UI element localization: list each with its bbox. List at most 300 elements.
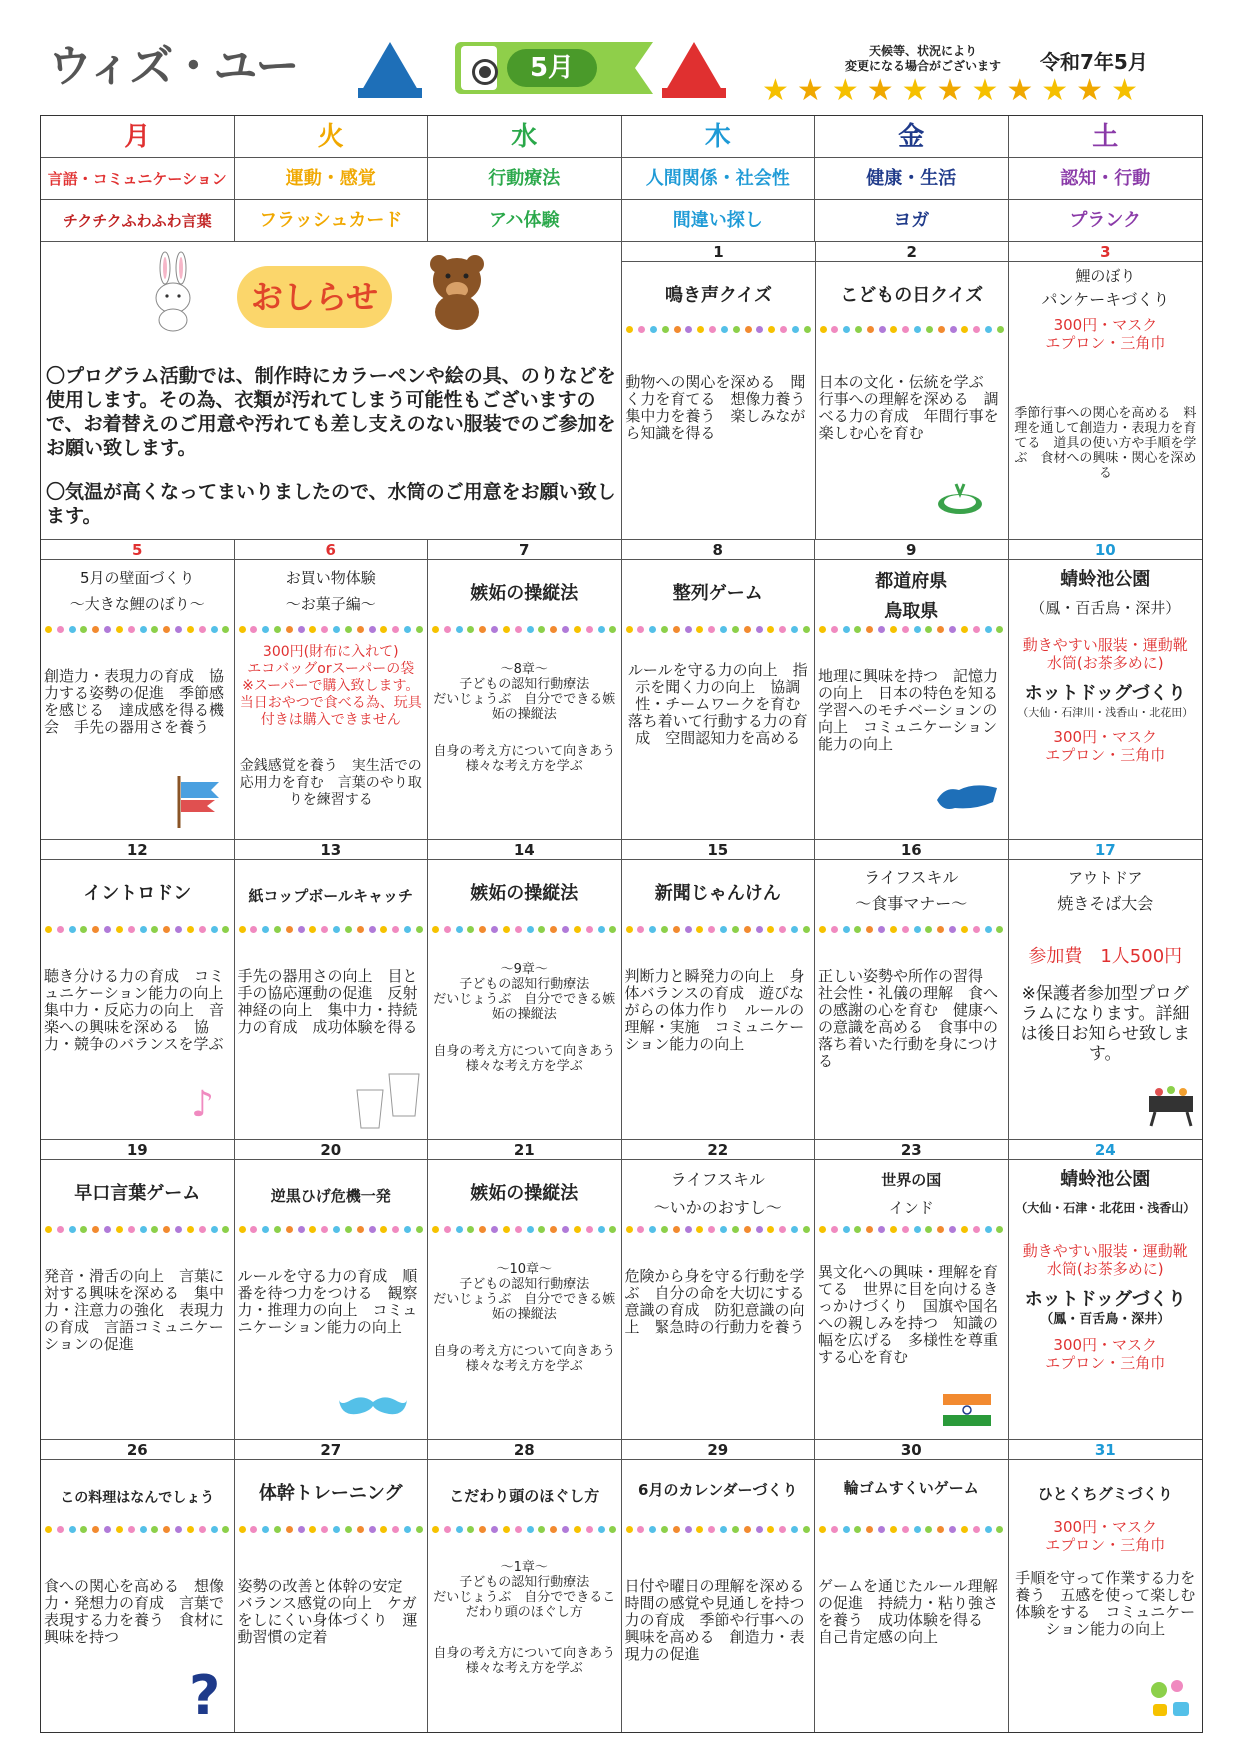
divider-dot bbox=[128, 1526, 135, 1533]
chapter-sub: だいじょうぶ 自分でできる嫉妬の操縦法 bbox=[433, 692, 616, 722]
day-number: 1 bbox=[622, 242, 814, 262]
divider-dot bbox=[239, 1226, 246, 1233]
logo: ウィズ・ユー bbox=[48, 41, 298, 92]
divider-dot bbox=[163, 926, 170, 933]
divider-dot bbox=[456, 1526, 463, 1533]
day-number: 15 bbox=[622, 840, 815, 860]
divider-dot bbox=[69, 926, 76, 933]
divider-dot bbox=[404, 1226, 411, 1233]
divider-dot bbox=[586, 926, 593, 933]
divider-dot bbox=[673, 926, 680, 933]
divider-dot bbox=[638, 326, 645, 333]
weekday-fri: 金 bbox=[815, 116, 1009, 157]
day-number: 12 bbox=[41, 840, 234, 860]
divider-dot bbox=[562, 1226, 569, 1233]
activity-description: 自身の考え方について向きあう 様々な考え方を学ぶ bbox=[433, 744, 629, 774]
day-cell-15 bbox=[622, 840, 816, 1139]
divider-dot bbox=[80, 1526, 87, 1533]
activity-description: 日本の文化・伝統を学ぶ 行事への理解を深める 調べる力の育成 年間行事を楽しむ心を育む bbox=[818, 373, 999, 442]
divider-dot bbox=[211, 926, 218, 933]
day-number: 27 bbox=[235, 1440, 428, 1460]
divider-dot bbox=[878, 1526, 885, 1533]
divider-dot bbox=[140, 926, 147, 933]
day-number: 16 bbox=[815, 840, 1008, 860]
activity-title-3: ホットドッグづくり bbox=[1024, 1289, 1186, 1310]
divider-dot bbox=[890, 1226, 897, 1233]
divider-dot bbox=[650, 326, 657, 333]
divider-dot bbox=[961, 926, 968, 933]
divider-dot bbox=[767, 626, 774, 633]
divider-dot bbox=[187, 1226, 194, 1233]
activity-title: この料理はなんでしょう bbox=[60, 1490, 215, 1506]
koinobori-tail bbox=[635, 42, 653, 94]
mustache-icon bbox=[339, 1394, 407, 1418]
divider-dot bbox=[803, 1526, 810, 1533]
dot-divider bbox=[432, 1524, 617, 1534]
divider-dot bbox=[239, 926, 246, 933]
bbq-grill-icon bbox=[1145, 1076, 1197, 1128]
divider-dot bbox=[937, 626, 944, 633]
activity-description: ルールを守る力の向上 指示を聞く力の向上 協調性・チームワークを育む 落ち着いて行動する力の育成 空間認知力を高める bbox=[627, 661, 816, 747]
weekday-header-row bbox=[41, 116, 1202, 158]
divider-dot bbox=[550, 626, 557, 633]
divider-dot bbox=[503, 626, 510, 633]
divider-dot bbox=[949, 1226, 956, 1233]
divider-dot bbox=[866, 1226, 873, 1233]
divider-dot bbox=[720, 1526, 727, 1533]
chapter-sub: 子どもの認知行動療法 bbox=[459, 1575, 590, 1590]
divider-dot bbox=[479, 926, 486, 933]
chapter: ～8章～ bbox=[500, 662, 548, 677]
activity-title: 鳴き声クイズ bbox=[665, 285, 772, 306]
divider-dot bbox=[926, 326, 933, 333]
activity-description: 創造力・表現力の育成 協力する姿勢の促進 季節感を感じる 達成感を得る機会 手先の器用さを養う bbox=[44, 667, 225, 736]
divider-dot bbox=[961, 1226, 968, 1233]
divider-dot bbox=[831, 326, 838, 333]
divider-dot bbox=[175, 1226, 182, 1233]
divider-dot bbox=[104, 626, 111, 633]
divider-dot bbox=[211, 1526, 218, 1533]
divider-dot bbox=[937, 1226, 944, 1233]
chapter-info bbox=[431, 662, 618, 722]
category-mon: 言語・コミュニケーション bbox=[41, 158, 235, 199]
day-number: 31 bbox=[1009, 1440, 1203, 1460]
activity-title-2: ～お菓子編～ bbox=[285, 595, 376, 613]
divider-dot bbox=[925, 1226, 932, 1233]
activity-description: 自身の考え方について向きあう 様々な考え方を学ぶ bbox=[433, 1646, 629, 1676]
divider-dot bbox=[538, 1526, 545, 1533]
item-note: 300円・マスク bbox=[1053, 1518, 1158, 1536]
divider-dot bbox=[80, 626, 87, 633]
activity-title: 早口言葉ゲーム bbox=[74, 1183, 201, 1204]
kashiwa-mochi-icon bbox=[936, 480, 984, 516]
day-number: 17 bbox=[1009, 840, 1203, 860]
divider-dot bbox=[274, 1226, 281, 1233]
item-note-4: エプロン・三角巾 bbox=[1045, 1354, 1166, 1372]
divider-dot bbox=[756, 1226, 763, 1233]
divider-dot bbox=[175, 926, 182, 933]
dot-divider bbox=[432, 1224, 617, 1234]
dot-divider bbox=[626, 624, 811, 634]
divider-dot bbox=[780, 326, 787, 333]
divider-dot bbox=[262, 626, 269, 633]
divider-dot bbox=[902, 1526, 909, 1533]
divider-dot bbox=[854, 1526, 861, 1533]
divider-dot bbox=[973, 326, 980, 333]
divider-dot bbox=[45, 1526, 52, 1533]
day-cell-1 bbox=[622, 242, 821, 539]
weekday-thu: 木 bbox=[622, 116, 816, 157]
day-cell-30 bbox=[815, 1440, 1009, 1732]
note-line: ※スーパーで購入致します。 bbox=[242, 678, 420, 694]
divider-dot bbox=[550, 1226, 557, 1233]
divider-dot bbox=[756, 1526, 763, 1533]
divider-dot bbox=[721, 326, 728, 333]
divider-dot bbox=[961, 1526, 968, 1533]
divider-dot bbox=[996, 926, 1003, 933]
dot-divider bbox=[626, 1524, 811, 1534]
divider-dot bbox=[562, 626, 569, 633]
divider-dot bbox=[973, 926, 980, 933]
dot-divider bbox=[626, 1224, 811, 1234]
tottori-map-icon bbox=[935, 780, 999, 814]
divider-dot bbox=[128, 1226, 135, 1233]
activity-title: ライフスキル bbox=[864, 868, 959, 887]
activity-description: 季節行事への関心を高める 料理を通して創造力・表現力を育てる 道具の使い方や手順を学ぶ 食材への興味・関心を深める bbox=[1014, 406, 1197, 481]
divider-dot bbox=[938, 326, 945, 333]
divider-dot bbox=[902, 626, 909, 633]
divider-dot bbox=[333, 626, 340, 633]
divider-dot bbox=[250, 626, 257, 633]
divider-dot bbox=[309, 626, 316, 633]
divider-dot bbox=[696, 1226, 703, 1233]
koinobori-eye-icon bbox=[475, 62, 495, 82]
notice-title: おしらせ bbox=[237, 266, 392, 328]
dot-divider bbox=[819, 1524, 1004, 1534]
divider-dot bbox=[175, 626, 182, 633]
divider-dot bbox=[80, 926, 87, 933]
week-4 bbox=[41, 1140, 1202, 1440]
activity-title: 世界の国 bbox=[881, 1171, 942, 1189]
divider-dot bbox=[298, 1226, 305, 1233]
divider-dot bbox=[598, 1526, 605, 1533]
activity-title-2: ～食事マナー～ bbox=[855, 894, 968, 913]
divider-dot bbox=[744, 926, 751, 933]
day-number: 3 bbox=[1009, 242, 1202, 262]
divider-dot bbox=[890, 326, 897, 333]
activity-description: 食への関心を高める 想像力・発想力の育成 言葉で表現する力を養う 食材に興味を持つ bbox=[44, 1577, 225, 1646]
activity-title: 嫉妬の操縦法 bbox=[470, 1183, 579, 1204]
triangle-decoration-red bbox=[662, 38, 726, 102]
divider-dot bbox=[902, 926, 909, 933]
divider-dot bbox=[574, 926, 581, 933]
activity-description: 姿勢の改善と体幹の安定 バランス感覚の向上 ケガをしにくい身体づくり 運動習慣の定着 bbox=[237, 1577, 418, 1646]
divider-dot bbox=[779, 926, 786, 933]
divider-dot bbox=[369, 1526, 376, 1533]
chapter: ～1章～ bbox=[500, 1560, 548, 1575]
activity-description: 発音・滑舌の向上 言葉に対する興味を深める 集中力・注意力の強化 表現力の育成 言語コミュニケーションの促進 bbox=[44, 1267, 225, 1353]
day-number: 26 bbox=[41, 1440, 234, 1460]
parent-note: ※保護者参加型プログラムになります。詳細は後日お知らせ致します。 bbox=[1020, 984, 1190, 1064]
divider-dot bbox=[985, 626, 992, 633]
category-thu: 人間関係・社会性 bbox=[622, 158, 816, 199]
divider-dot bbox=[69, 626, 76, 633]
activity-title: 嫉妬の操縦法 bbox=[470, 583, 579, 604]
activity-title: 蜻蛉池公園 bbox=[1060, 569, 1151, 590]
schedule-change-note bbox=[828, 44, 1018, 74]
day-cell-10 bbox=[1009, 540, 1203, 839]
dot-divider bbox=[45, 1524, 230, 1534]
divider-dot bbox=[250, 1226, 257, 1233]
divider-dot bbox=[274, 626, 281, 633]
divider-dot bbox=[345, 1526, 352, 1533]
divider-dot bbox=[673, 1226, 680, 1233]
divider-dot bbox=[779, 1226, 786, 1233]
divider-dot bbox=[925, 926, 932, 933]
triangle-decoration-blue bbox=[358, 38, 422, 102]
divider-dot bbox=[732, 926, 739, 933]
divider-dot bbox=[151, 626, 158, 633]
divider-dot bbox=[380, 1226, 387, 1233]
divider-dot bbox=[503, 1226, 510, 1233]
divider-dot bbox=[696, 1526, 703, 1533]
divider-dot bbox=[803, 626, 810, 633]
divider-dot bbox=[262, 1526, 269, 1533]
divider-dot bbox=[104, 1226, 111, 1233]
divider-dot bbox=[538, 626, 545, 633]
divider-dot bbox=[843, 926, 850, 933]
rabbit-icon bbox=[145, 252, 201, 332]
fee-note: 参加費 1人500円 bbox=[1028, 946, 1183, 967]
divider-dot bbox=[321, 1526, 328, 1533]
divider-dot bbox=[745, 326, 752, 333]
divider-dot bbox=[685, 326, 692, 333]
divider-dot bbox=[432, 926, 439, 933]
activity-description: 金銭感覚を養う 実生活での応用力を育む 言葉のやり取りを練習する bbox=[239, 758, 422, 808]
music-note-icon: ♪ bbox=[191, 1084, 214, 1125]
activity-description: 動物への関心を深める 聞く力を育てる 想像力養う 集中力を養う 楽しみながら知識を得る bbox=[625, 373, 821, 442]
divider-dot bbox=[116, 926, 123, 933]
day-cell-3 bbox=[1009, 242, 1202, 539]
divider-dot bbox=[140, 1526, 147, 1533]
day-cell-27 bbox=[235, 1440, 429, 1732]
divider-dot bbox=[80, 1226, 87, 1233]
divider-dot bbox=[380, 1526, 387, 1533]
divider-dot bbox=[626, 1226, 633, 1233]
gummy-candy-icon bbox=[1145, 1676, 1197, 1724]
divider-dot bbox=[890, 1526, 897, 1533]
day-cell-23 bbox=[815, 1140, 1009, 1439]
divider-dot bbox=[116, 1226, 123, 1233]
divider-dot bbox=[937, 1526, 944, 1533]
divider-dot bbox=[854, 926, 861, 933]
divider-dot bbox=[357, 626, 364, 633]
activity-title-2: 焼きそば大会 bbox=[1057, 894, 1154, 913]
divider-dot bbox=[491, 626, 498, 633]
divider-dot bbox=[92, 926, 99, 933]
divider-dot bbox=[744, 626, 751, 633]
weekday-mon: 月 bbox=[41, 116, 235, 157]
star-icon: ★ bbox=[796, 73, 824, 108]
star-icon: ★ bbox=[831, 73, 859, 108]
divider-dot bbox=[685, 626, 692, 633]
divider-dot bbox=[57, 1226, 64, 1233]
divider-dot bbox=[866, 926, 873, 933]
divider-dot bbox=[661, 1526, 668, 1533]
activity-title: 鯉のぼり bbox=[1075, 267, 1136, 285]
divider-dot bbox=[298, 926, 305, 933]
activity-title-2: （鳳・百舌鳥・深井） bbox=[1030, 599, 1181, 617]
program-wed: アハ体験 bbox=[428, 200, 622, 241]
activity-title: ひとくちグミづくり bbox=[1037, 1485, 1173, 1503]
divider-dot bbox=[562, 1526, 569, 1533]
item-note-2: エプロン・三角巾 bbox=[1045, 334, 1166, 352]
divider-dot bbox=[973, 1226, 980, 1233]
divider-dot bbox=[732, 1526, 739, 1533]
program-thu: 間違い探し bbox=[622, 200, 816, 241]
divider-dot bbox=[392, 1226, 399, 1233]
day-number: 30 bbox=[815, 1440, 1008, 1460]
divider-dot bbox=[286, 626, 293, 633]
divider-dot bbox=[222, 1226, 229, 1233]
divider-dot bbox=[626, 1526, 633, 1533]
divider-dot bbox=[298, 1526, 305, 1533]
program-tue: フラッシュカード bbox=[235, 200, 429, 241]
chapter-info bbox=[431, 962, 618, 1022]
divider-dot bbox=[574, 1526, 581, 1533]
item-notes bbox=[238, 644, 425, 729]
divider-dot bbox=[733, 326, 740, 333]
divider-dot bbox=[878, 926, 885, 933]
day-number: 9 bbox=[815, 540, 1008, 560]
category-tue: 運動・感覚 bbox=[235, 158, 429, 199]
divider-dot bbox=[820, 326, 827, 333]
note-line-1: 天候等、状況により bbox=[868, 44, 977, 58]
day-cell-5 bbox=[41, 540, 235, 839]
chapter: ～10章～ bbox=[496, 1262, 553, 1277]
divider-dot bbox=[649, 626, 656, 633]
activity-title: 嫉妬の操縦法 bbox=[470, 883, 579, 904]
divider-dot bbox=[250, 1526, 257, 1533]
divider-dot bbox=[199, 926, 206, 933]
dot-divider bbox=[239, 624, 424, 634]
chapter-sub: だいじょうぶ 自分でできる嫉妬の操縦法 bbox=[433, 992, 616, 1022]
page-header bbox=[0, 0, 1240, 115]
divider-dot bbox=[128, 626, 135, 633]
program-sat: プランク bbox=[1069, 210, 1142, 231]
divider-dot bbox=[855, 326, 862, 333]
star-icon: ★ bbox=[1076, 73, 1104, 108]
day-cell-14 bbox=[428, 840, 629, 1139]
activity-title: 都道府県 bbox=[875, 571, 948, 592]
day-number: 23 bbox=[815, 1140, 1008, 1160]
notice-panel bbox=[41, 242, 622, 539]
divider-dot bbox=[57, 1526, 64, 1533]
divider-dot bbox=[187, 926, 194, 933]
day-cell-22 bbox=[622, 1140, 816, 1439]
divider-dot bbox=[211, 626, 218, 633]
program-mon: チクチクふわふわ言葉 bbox=[41, 200, 235, 241]
chapter-sub: 子どもの認知行動療法 bbox=[459, 677, 590, 692]
divider-dot bbox=[163, 1226, 170, 1233]
divider-dot bbox=[914, 326, 921, 333]
divider-dot bbox=[262, 926, 269, 933]
koinobori-month-banner bbox=[455, 42, 635, 94]
item-note: 300円・マスク bbox=[1053, 316, 1158, 334]
activity-title: 蜻蛉池公園 bbox=[1060, 1169, 1151, 1190]
divider-dot bbox=[151, 1226, 158, 1233]
divider-dot bbox=[432, 1526, 439, 1533]
divider-dot bbox=[819, 1226, 826, 1233]
divider-dot bbox=[914, 1226, 921, 1233]
divider-dot bbox=[456, 1226, 463, 1233]
month-label: 5月 bbox=[507, 49, 597, 87]
divider-dot bbox=[586, 626, 593, 633]
era-date: 令和7年5月 bbox=[1040, 50, 1148, 74]
divider-dot bbox=[819, 926, 826, 933]
activity-description: 日付や曜日の理解を深める 時間の感覚や見通しを持つ力の育成 季節や行事への興味を高める 創造力・表現力の促進 bbox=[624, 1577, 820, 1663]
day-cell-7 bbox=[428, 540, 629, 839]
divider-dot bbox=[890, 626, 897, 633]
star-icon: ★ bbox=[1006, 73, 1034, 108]
activity-title: 新聞じゃんけん bbox=[654, 883, 781, 904]
divider-dot bbox=[239, 626, 246, 633]
divider-dot bbox=[333, 1526, 340, 1533]
activity-description: ルールを守る力の育成 順番を待つ力をつける 観察力・推理力の向上 コミュニケーション能力の向上 bbox=[237, 1267, 418, 1336]
star-icon: ★ bbox=[971, 73, 999, 108]
divider-dot bbox=[515, 1226, 522, 1233]
divider-dot bbox=[637, 1526, 644, 1533]
divider-dot bbox=[791, 926, 798, 933]
divider-dot bbox=[467, 626, 474, 633]
day-cell-2 bbox=[816, 242, 1009, 539]
divider-dot bbox=[843, 626, 850, 633]
divider-dot bbox=[673, 626, 680, 633]
day-number: 2 bbox=[816, 242, 1008, 262]
divider-dot bbox=[637, 926, 644, 933]
activity-title: 紙コップボールキャッチ bbox=[248, 887, 413, 905]
divider-dot bbox=[222, 926, 229, 933]
day-cell-28 bbox=[428, 1440, 629, 1732]
divider-dot bbox=[222, 1526, 229, 1533]
divider-dot bbox=[380, 626, 387, 633]
divider-dot bbox=[369, 626, 376, 633]
divider-dot bbox=[626, 926, 633, 933]
divider-dot bbox=[163, 626, 170, 633]
divider-dot bbox=[598, 1226, 605, 1233]
star-icon: ★ bbox=[1111, 73, 1138, 108]
week-5 bbox=[41, 1440, 1202, 1732]
divider-dot bbox=[369, 926, 376, 933]
dot-divider bbox=[820, 324, 1004, 334]
divider-dot bbox=[950, 326, 957, 333]
divider-dot bbox=[357, 926, 364, 933]
divider-dot bbox=[432, 1226, 439, 1233]
day-number: 13 bbox=[235, 840, 428, 860]
divider-dot bbox=[309, 1526, 316, 1533]
week-1 bbox=[41, 242, 1202, 540]
divider-dot bbox=[866, 1526, 873, 1533]
divider-dot bbox=[199, 1226, 206, 1233]
divider-dot bbox=[819, 1526, 826, 1533]
koinobori-icon bbox=[171, 774, 227, 828]
item-note-2: 水筒(お茶多めに) bbox=[1046, 654, 1164, 672]
day-number: 5 bbox=[41, 540, 234, 560]
divider-dot bbox=[854, 1226, 861, 1233]
divider-dot bbox=[357, 1226, 364, 1233]
day-cell-20 bbox=[235, 1140, 429, 1439]
divider-dot bbox=[843, 326, 850, 333]
